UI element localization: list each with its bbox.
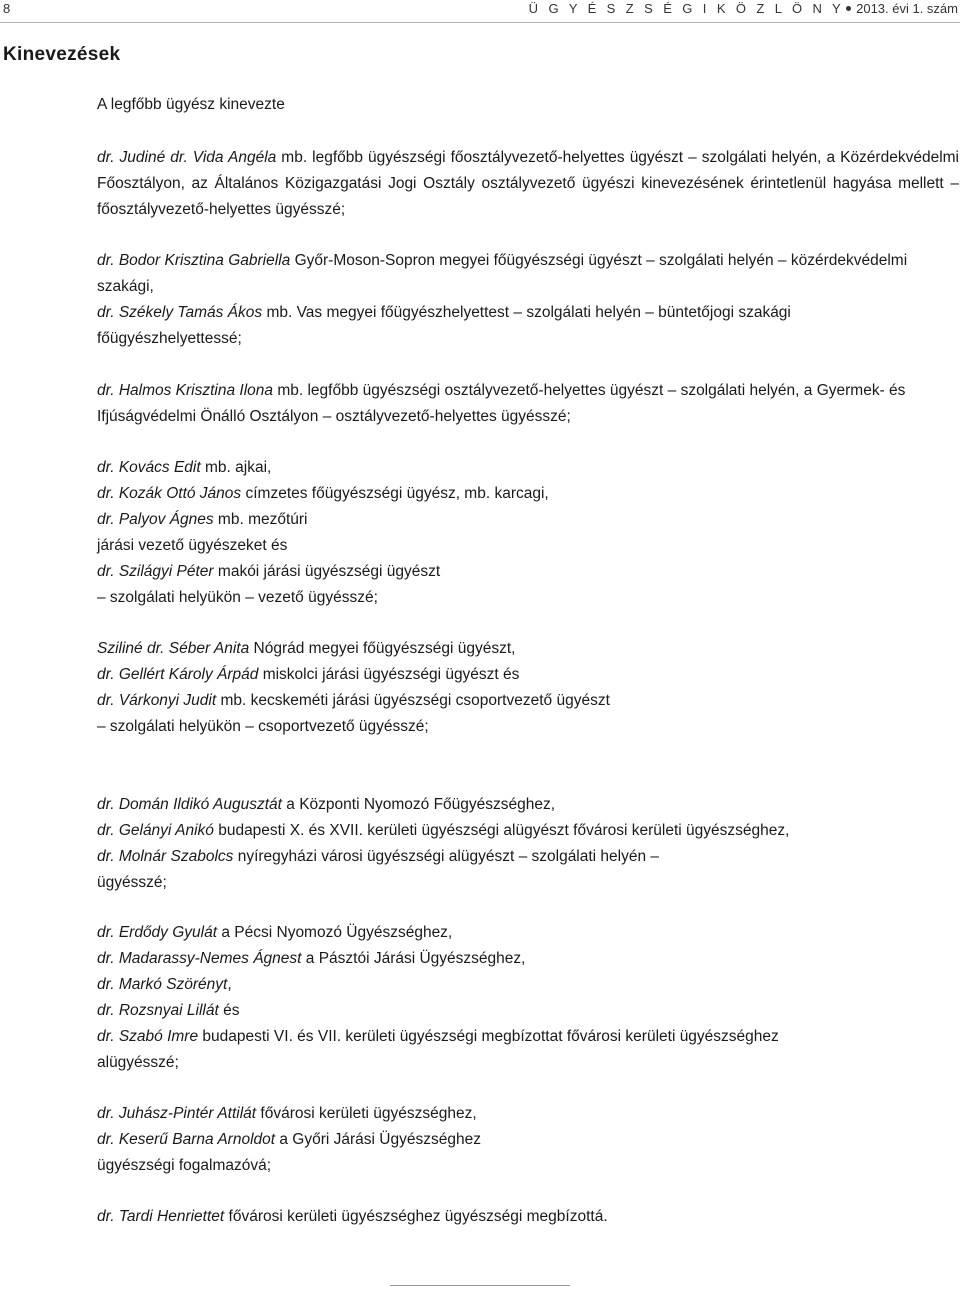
entry-9 [97, 559, 440, 585]
person-name: dr. Markó Szörényt [97, 976, 228, 993]
entry-text: és [223, 1002, 240, 1019]
entry-14: – szolgálati helyükön – csoportvezető ügyésszé; [97, 718, 429, 735]
entry-22 [97, 998, 239, 1024]
person-name: dr. Erdődy Gyulát [97, 924, 218, 941]
entry-19 [97, 920, 452, 946]
person-name: dr. Halmos Krisztina Ilona [97, 382, 274, 399]
entry-12 [97, 662, 519, 688]
running-header [0, 0, 960, 23]
entry-text: a Pécsi Nyomozó Ügyészséghez, [221, 924, 453, 941]
person-name: dr. Kovács Edit [97, 459, 201, 476]
entry-3-cont: főügyészhelyettessé; [97, 330, 242, 347]
entry-16 [97, 818, 789, 844]
person-name: dr. Gellért Károly Árpád [97, 666, 259, 683]
entry-text: , [227, 976, 232, 993]
entry-2 [97, 248, 907, 274]
person-name: dr. Székely Tamás Ákos [97, 304, 263, 321]
entry-text: mb. legfőbb ügyészségi főosztályvezető-helyettes ügyészt – szolgálati helyén, a Közérdekvédelmi Főosztályon, az Általános Közigazgatási Jogi Osztály osztályvezető ügyészi kinevezésének érintetlenül hagyása mellett – főosztályvezető-helyettes ügyésszé; [97, 149, 959, 218]
entry-text: címzetes főügyészségi ügyész, mb. karcagi, [245, 485, 549, 502]
person-name: Sziliné dr. Séber Anita [97, 640, 250, 657]
journal-title: Ü G Y É S Z S É G I K Ö Z L Ö N Y [528, 1, 845, 16]
person-name: dr. Palyov Ágnes [97, 511, 214, 528]
entry-1 [97, 145, 959, 223]
person-name: dr. Judiné dr. Vida Angéla [97, 149, 277, 166]
entry-text: budapesti X. és XVII. kerületi ügyészségi alügyészt fővárosi kerületi ügyészséghez, [218, 822, 790, 839]
person-name: dr. Szilágyi Péter [97, 563, 214, 580]
entry-text: a Pásztói Járási Ügyészséghez, [305, 950, 526, 967]
entry-28 [97, 1204, 608, 1230]
entry-8: járási vezető ügyészeket és [97, 537, 288, 554]
person-name: dr. Várkonyi Judit [97, 692, 217, 709]
entry-6 [97, 481, 549, 507]
entry-25 [97, 1101, 477, 1127]
entry-11 [97, 636, 515, 662]
entry-text: miskolci járási ügyészségi ügyészt és [262, 666, 520, 683]
entry-7 [97, 507, 308, 533]
bullet-dot [846, 6, 851, 11]
person-name: dr. Domán Ildikó Augusztát [97, 796, 282, 813]
entry-10: – szolgálati helyükön – vezető ügyésszé; [97, 589, 378, 606]
entry-4-cont: Ifjúságvédelmi Önálló Osztályon – osztályvezető-helyettes ügyésszé; [97, 408, 571, 425]
entry-4 [97, 378, 905, 404]
entry-21 [97, 972, 232, 998]
entry-text: fővárosi kerületi ügyészséghez ügyészségi megbízottá. [228, 1208, 608, 1225]
entry-23 [97, 1024, 779, 1050]
person-name: dr. Molnár Szabolcs [97, 848, 234, 865]
entry-26 [97, 1127, 481, 1153]
entry-text: makói járási ügyészségi ügyészt [217, 563, 441, 580]
entry-2-cont: szakági, [97, 278, 154, 295]
person-name: dr. Juhász-Pintér Attilát [97, 1105, 257, 1122]
entry-24: alügyésszé; [97, 1054, 179, 1071]
entry-13 [97, 688, 610, 714]
journal-runner [529, 0, 958, 17]
entry-text: mb. kecskeméti járási ügyészségi csoportvezető ügyészt [220, 692, 610, 709]
issue-number: 2013. évi 1. szám [856, 1, 958, 16]
person-name: dr. Bodor Krisztina Gabriella [97, 252, 291, 269]
entry-text: mb. mezőtúri [217, 511, 308, 528]
page-number: 8 [3, 1, 11, 16]
entry-text: Nógrád megyei főügyészségi ügyészt, [253, 640, 516, 657]
person-name: dr. Kozák Ottó János [97, 485, 242, 502]
entry-20 [97, 946, 525, 972]
entry-27: ügyészségi fogalmazóvá; [97, 1157, 272, 1174]
person-name: dr. Rozsnyai Lillát [97, 1002, 219, 1019]
entry-17 [97, 844, 659, 870]
entry-text: fővárosi kerületi ügyészséghez, [260, 1105, 477, 1122]
entry-text: mb. ajkai, [204, 459, 272, 476]
entry-text: mb. legfőbb ügyészségi osztályvezető-helyettes ügyészt – szolgálati helyén, a Gyermek- és [277, 382, 906, 399]
entry-text: mb. Vas megyei főügyészhelyettest – szolgálati helyén – büntetőjogi szakági [266, 304, 791, 321]
footer-rule [390, 1285, 570, 1286]
entry-text: a Győri Járási Ügyészséghez [279, 1131, 481, 1148]
entry-5 [97, 455, 271, 481]
entry-text: nyíregyházi városi ügyészségi alügyészt – szolgálati helyén – [237, 848, 660, 865]
person-name: dr. Tardi Henriettet [97, 1208, 225, 1225]
person-name: dr. Szabó Imre [97, 1028, 199, 1045]
intro-line: A legfőbb ügyész kinevezte [97, 96, 285, 113]
entry-text: a Központi Nyomozó Főügyészséghez, [286, 796, 556, 813]
entry-18: ügyésszé; [97, 874, 167, 891]
person-name: dr. Keserű Barna Arnoldot [97, 1131, 276, 1148]
entry-15 [97, 792, 555, 818]
entry-text: Győr-Moson-Sopron megyei főügyészségi ügyészt – szolgálati helyén – közérdekvédelmi [294, 252, 908, 269]
person-name: dr. Gelányi Anikó [97, 822, 214, 839]
entry-3 [97, 300, 791, 326]
section-title: Kinevezések [3, 44, 121, 65]
person-name: dr. Madarassy-Nemes Ágnest [97, 950, 302, 967]
entry-text: budapesti VI. és VII. kerületi ügyészségi megbízottat fővárosi kerületi ügyészséghez [202, 1028, 779, 1045]
